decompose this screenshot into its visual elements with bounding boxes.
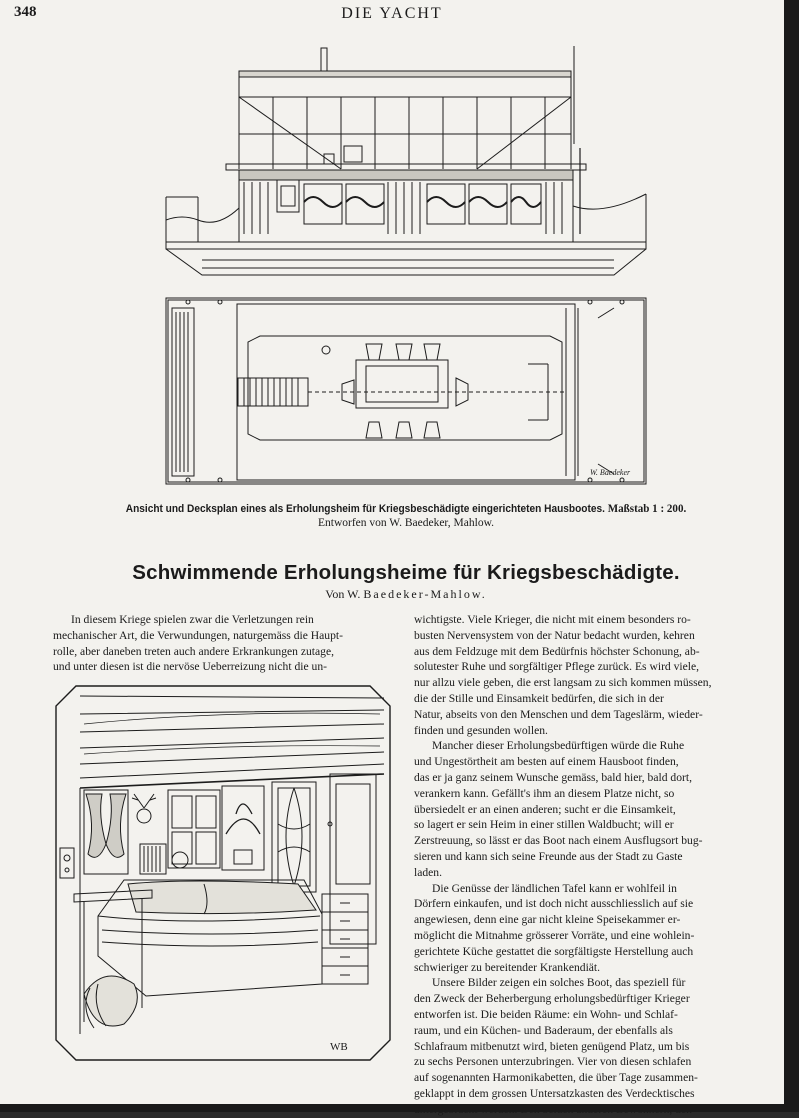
text-line: und Ungestörtheit am besten auf einem Hausboot finden, bbox=[414, 755, 679, 769]
byline-name: Baedeker-Mahlow. bbox=[363, 587, 487, 601]
text-line: entworfen ist. Die beiden Räume: ein Wohn- und Schlaf- bbox=[414, 1007, 678, 1021]
text-line: gerichtete Küche gestattet die sorgfältigste Herstellung auch bbox=[414, 944, 694, 958]
text-line: In diesem Kriege spielen zwar die Verletzungen rein bbox=[71, 613, 314, 626]
text-line: und unter diesen ist die nervöse Ueberreizung nicht die un- bbox=[53, 660, 327, 674]
text-line: Natur, abseits von den Menschen und dem Tageslärm, wieder- bbox=[414, 707, 703, 721]
drawing-signature: W. Baedeker bbox=[590, 468, 631, 477]
text-line: nur allzu viele geben, die erst langsam zu sich kommen müssen, bbox=[414, 676, 712, 690]
text-line: busten Nervensystem von der Natur bedacht wurden, kehren bbox=[414, 628, 695, 642]
running-head: DIE YACHT bbox=[341, 5, 443, 22]
text-line: Schlafraum mitbenutzt wird, bieten genügend Platz, um bis bbox=[414, 1039, 690, 1053]
lead-paragraph bbox=[53, 612, 390, 675]
text-line: schwieriger zu bereitender Krankendiät. bbox=[414, 960, 601, 974]
figure-caption bbox=[32, 501, 779, 516]
text-line: Zerstreuung, so lässt er das Boot nach einem Ausflugsort bug- bbox=[414, 834, 703, 848]
text-line: sieren und kann sich seine Freunde aus der Stadt zu Gaste bbox=[414, 849, 683, 863]
text-line: aus dem Feldzuge mit dem Bedürfnis höchster Schonung, ab- bbox=[414, 644, 700, 658]
figure-credit: Entworfen von W. Baedeker, Mahlow. bbox=[317, 517, 495, 529]
text-line: angewiesen, denn eine gar nicht kleine Speisekammer er- bbox=[414, 913, 681, 927]
text-line: übersiedelt er an einen anderen; sucht er die Einsamkeit, bbox=[414, 802, 676, 816]
byline-prefix: Von W. bbox=[325, 587, 361, 601]
text-line: Mancher dieser Erholungsbedürftigen würde die Ruhe bbox=[432, 739, 685, 753]
text-line: solutester Ruhe und sorgfältiger Pflege zurück. Es wird viele, bbox=[414, 660, 700, 674]
caption-scale: Maßstab 1 : 200. bbox=[607, 501, 687, 515]
text-line: Die Genüsse der ländlichen Tafel kann er wohlfeil in bbox=[432, 881, 677, 895]
text-line: geklappt in dem grossen Untersatzkasten des Verdecktisches bbox=[414, 1086, 695, 1100]
text-line: mechanischer Art, die Verwundungen, naturgemäss die Haupt- bbox=[53, 628, 343, 642]
scan-edge-bottom bbox=[0, 1104, 799, 1112]
article-title: Schwimmende Erholungsheime für Kriegsbeschädigte. bbox=[132, 561, 680, 584]
interior-monogram: WB bbox=[330, 1041, 348, 1053]
text-line: raum, und ein Küchen- und Baderaum, der ebenfalls als bbox=[414, 1023, 673, 1037]
text-line: das er ja ganz seinem Wunsche gemäss, bald hier, bald dort, bbox=[414, 770, 692, 784]
text-line: möglicht die Mitnahme grösserer Vorräte, und eine wohlein- bbox=[414, 928, 695, 942]
text-line: den Zweck der Beherbergung erholungsbedürftiger Krieger bbox=[414, 992, 690, 1006]
caption-main: Ansicht und Decksplan eines als Erholungsheim für Kriegsbeschädigte eingerichteten Hausbootes. bbox=[125, 503, 605, 515]
text-line: auf sogenannten Harmonikabetten, die über Tage zusammen- bbox=[414, 1071, 698, 1085]
text-line: so lagert er sein Heim in einer stillen Waldbucht; will er bbox=[414, 818, 674, 832]
text-line: Dörfern einkaufen, und ist doch nicht ausschliesslich auf sie bbox=[414, 897, 694, 911]
cabin-interior-illustration bbox=[54, 684, 392, 1062]
right-column-text bbox=[414, 612, 762, 1118]
text-line: Unsere Bilder zeigen ein solches Boot, das speziell für bbox=[432, 976, 686, 990]
text-line: finden und gesunden wollen. bbox=[414, 723, 548, 737]
text-line: wichtigste. Viele Krieger, die nicht mit einem besonders ro- bbox=[414, 613, 691, 626]
houseboat-drawing bbox=[160, 44, 652, 489]
byline bbox=[0, 587, 799, 602]
text-line: laden. bbox=[414, 865, 443, 879]
text-line: die der Stille und Einsamkeit bedürfen, die sich in der bbox=[414, 691, 664, 705]
text-line: verankern kann. Gefällt's ihm an diesem Platze nicht, so bbox=[414, 786, 675, 800]
page-number: 348 bbox=[14, 4, 37, 20]
text-line: rolle, aber daneben treten auch andere Erkrankungen zutage, bbox=[53, 644, 335, 658]
text-line: zu sechs Personen unterzubringen. Vier von diesen schlafen bbox=[414, 1055, 692, 1069]
scan-edge-right bbox=[784, 0, 799, 1112]
